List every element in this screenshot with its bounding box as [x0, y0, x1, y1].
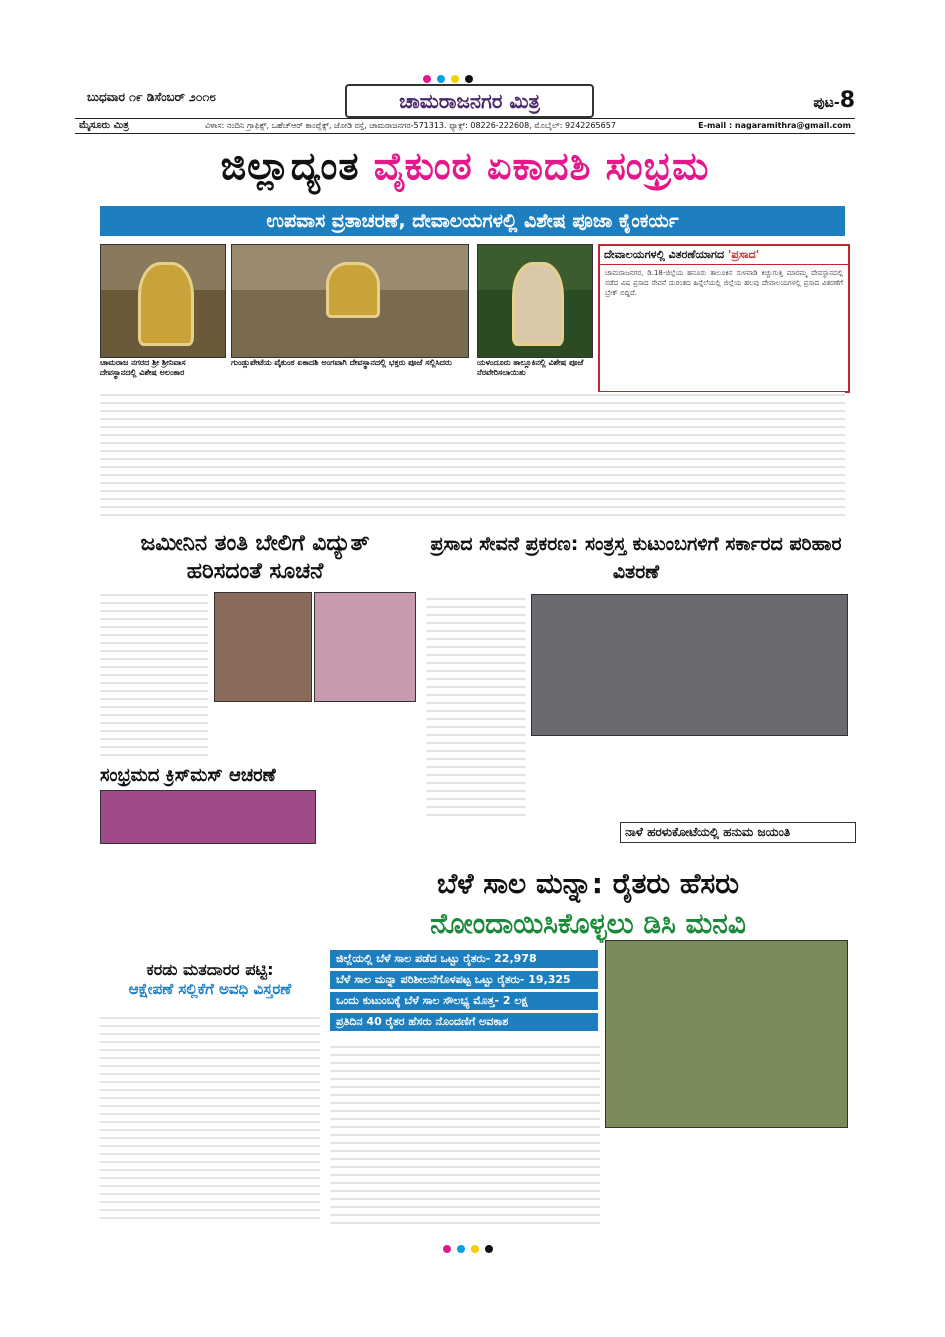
prasad-body [426, 592, 526, 822]
temple-photo-1 [100, 244, 226, 358]
info-bar [75, 118, 855, 134]
photo-caption-1: ಚಾಮರಾಜ ನಗರದ ಶ್ರೀ ಶ್ರೀನಿವಾಸ ದೇವಸ್ಥಾನದಲ್ಲಿ ವಿಶೇಷ ಅಲಂಕಾರ [100, 358, 186, 377]
sidebox-title: ದೇವಾಲಯಗಳಲ್ಲಿ ವಿತರಣೆಯಾಗದ 'ಪ್ರಸಾದ' [600, 246, 848, 265]
christmas-photo [100, 790, 316, 844]
loan-headline-b: ನೋಂದಾಯಿಸಿಕೊಳ್ಳಲು ಡಿಸಿ ಮನವಿ [430, 907, 746, 940]
meeting-photo-1 [214, 592, 312, 702]
power-line-headline: ಜಮೀನಿನ ತಂತಿ ಬೇಲಿಗೆ ವಿದ್ಯುತ್ ಹರಿಸದಂತೆ ಸೂಚನೆ [140, 531, 370, 584]
loan-body [330, 1040, 600, 1230]
temple-photo-2 [231, 244, 469, 358]
prasad-sidebox [598, 244, 850, 393]
loan-stats-box [330, 950, 598, 1034]
registration-marks-bottom [440, 1238, 496, 1257]
email-line: E-mail : nagaramithra@gmail.com [698, 121, 851, 130]
relief-distribution-photo [531, 594, 848, 736]
farmer-ploughing-photo [605, 940, 848, 1128]
lead-body-text [100, 392, 845, 522]
temple-photo-3 [477, 244, 593, 358]
edition-name: ಮೈಸೂರು ಮಿತ್ರ [79, 120, 129, 131]
voter-list-headline: ಕರಡು ಮತದಾರರ ಪಟ್ಟಿ: ಆಕ್ಷೇಪಣೆ ಸಲ್ಲಿಕೆಗೆ ಅವಧಿ ವಿಸ್ತರಣೆ [128, 960, 292, 998]
page-number: ಪುಟ-8 [813, 88, 855, 113]
power-line-body [100, 592, 208, 762]
loan-stat-row: ಒಂದು ಕುಟುಂಬಕ್ಕೆ ಬೆಳೆ ಸಾಲ ಸೌಲಭ್ಯ ಮೊತ್ತ- 2 ಲಕ್ಷ [330, 992, 598, 1010]
photo-caption-3: ಯಳಂದೂರು ತಾಲ್ಲೂಕಿನಲ್ಲಿ ವಿಶೇಷ ಪೂಜೆ ನೆರವೇರಿಸಲಾಯಿತು [477, 358, 584, 377]
lead-subhead: ಉಪವಾಸ ವ್ರತಾಚರಣೆ, ದೇವಾಲಯಗಳಲ್ಲಿ ವಿಶೇಷ ಪೂಜಾ ಕೈಂಕರ್ಯ [100, 206, 845, 236]
loan-stat-row: ಬೆಳೆ ಸಾಲ ಮನ್ನಾ ಪರಿಶೀಲನೆಗೊಳಪಟ್ಟ ಒಟ್ಟು ರೈತರು- 19,325 [330, 971, 598, 989]
issue-date: ಬುಧವಾರ ೧೯ ಡಿಸೆಂಬರ್ ೨೦೧೮ [87, 90, 216, 104]
hanuma-headline: ನಾಳೆ ಹರಳುಕೋಟೆಯಲ್ಲಿ ಹನುಮ ಜಯಂತಿ [620, 822, 856, 843]
sidebox-body: ಚಾಮರಾಜನಗರ, ಡಿ.18-ಜಿಲ್ಲೆಯ ಹನೂರು ತಾಲೂಕಿನ ಸುಳವಾಡಿ ಕಿಚ್ಚುಗುತ್ತಿ ಮಾರಮ್ಮ ದೇವಸ್ಥಾನದಲ್ಲಿ ನಡೆದ ವಿಷ ಪ್ರಸಾದ ಸೇವನೆ ದುರಂತದ ಹಿನ್ನೆಲೆಯಲ್ಲಿ ಜಿಲ್ಲೆಯ ಹಲವು ದೇವಾಲಯಗಳಲ್ಲಿ ಪ್ರಸಾದ ವಿತರಣೆಗೆ ಬ್ರೇಕ್ ಬಿದ್ದಿದೆ. [605, 269, 843, 297]
lead-headline: ಜಿಲ್ಲಾದ್ಯಂತ ವೈಕುಂಠ ಏಕಾದಶಿ ಸಂಭ್ರಮ [220, 144, 710, 188]
loan-stat-row: ಪ್ರತಿದಿನ 40 ರೈತರ ಹೆಸರು ನೊಂದಣಿಗೆ ಅವಕಾಶ [330, 1013, 598, 1031]
masthead [75, 88, 855, 114]
address-line: ವಿಳಾಸ: ನಂದಿನಿ ಗ್ರಾಫಿಕ್ಸ್, ಒಹೆಚ್ಆರ್ ಕಾಂಪ್ಲೆಕ್ಸ್, ಜೋಡಿ ರಸ್ತೆ, ಚಾಮರಾಜನಗರ-571313. ಫ್ಯಾಕ್ಸ್: 08226-222608, ಮೊಬೈಲ್: 9242265657 [205, 121, 616, 130]
photo-caption-2: ಗುಂಡ್ಲುಪೇಟೆಯ ವೈಕುಂಠ ಏಕಾದಶಿ ಅಂಗವಾಗಿ ದೇವಸ್ಥಾನದಲ್ಲಿ ಭಕ್ತರು ಪೂಜೆ ಸಲ್ಲಿಸಿದರು [231, 358, 452, 367]
christmas-headline: ಸಂಭ್ರಮದ ಕ್ರಿಸ್‌ಮಸ್ ಆಚರಣೆ [100, 765, 276, 786]
loan-headline-a: ಬೆಳೆ ಸಾಲ ಮನ್ನಾ: ರೈತರು ಹೆಸರು [436, 867, 740, 900]
loan-stat-row: ಜಿಲ್ಲೆಯಲ್ಲಿ ಬೆಳೆ ಸಾಲ ಪಡೆದ ಒಟ್ಟು ರೈತರು- 22,978 [330, 950, 598, 968]
meeting-photo-2 [314, 592, 416, 702]
paper-title: ಚಾಮರಾಜನಗರ ಮಿತ್ರ [345, 84, 594, 118]
prasad-headline: ಪ್ರಸಾದ ಸೇವನೆ ಪ್ರಕರಣ: ಸಂತ್ರಸ್ತ ಕುಟುಂಬಗಳಿಗೆ ಸರ್ಕಾರದ ಪರಿಹಾರ ವಿತರಣೆ [430, 533, 842, 583]
voter-list-body [100, 1015, 320, 1225]
